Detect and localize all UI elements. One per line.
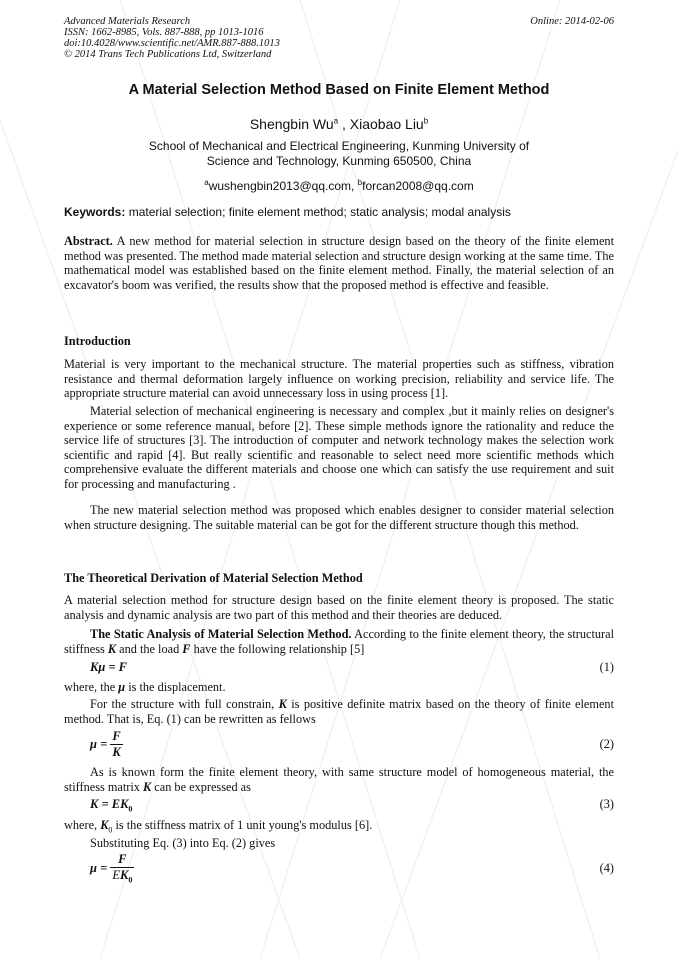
symbol-K: K: [107, 641, 117, 656]
eq2-denominator: K: [112, 745, 121, 759]
full-constrain-paragraph: [64, 697, 614, 726]
eq3-lhs: K = E: [90, 797, 121, 811]
substituting-line: Substituting Eq. (3) into Eq. (2) gives: [90, 836, 276, 850]
abstract: [64, 234, 614, 292]
equation-4-number: (4): [599, 861, 614, 875]
where3-sub: 0: [108, 825, 113, 835]
static-analysis-label: The Static Analysis of Material Selection Method.: [90, 627, 352, 641]
eq4-den-sub: 0: [128, 875, 133, 885]
issn: ISSN: 1662-8985, Vols. 887-888, pp 1013-1016: [64, 27, 264, 38]
eq4-denominator: [110, 868, 134, 885]
author-1-sup: a: [333, 116, 339, 126]
equation-1-number: (1): [599, 660, 614, 674]
abstract-label: Abstract.: [64, 234, 113, 248]
eq4-lhs: μ =: [90, 860, 108, 875]
eq4-den-K: K: [119, 868, 129, 882]
eq4-numerator: F: [110, 852, 134, 868]
emails: [0, 175, 678, 194]
symbol-K: K: [278, 697, 287, 711]
author-2-sup: b: [423, 116, 429, 126]
equation-1: Kμ = F: [90, 660, 127, 674]
eq3-K: K: [120, 797, 129, 811]
eq3-sub: 0: [128, 804, 133, 814]
author-line: [0, 116, 678, 132]
eq2-lhs: μ =: [90, 737, 108, 751]
email-b-sup: b: [357, 178, 363, 187]
symbol-F: F: [182, 641, 191, 656]
known-text-a: As is known form the finite element theory, with same structure model of homogeneous material, the stiffness matrix: [64, 765, 614, 794]
equation-2: [90, 729, 123, 760]
author-2: Xiaobao Liu: [349, 116, 424, 132]
introduction-heading: Introduction: [64, 334, 131, 348]
eq4-den-E: E: [112, 868, 120, 882]
abstract-text: A new method for material selection in structure design based on the theory of the finite element method was presented. The method made material selection and structure design working at the same time. The mathematical model was established based on the finite element method. Finally, the material selection of an excavator's boom was verified, the results show that the proposed method is effective and feasible.: [64, 234, 614, 292]
email-a: wushengbin2013@qq.com,: [208, 179, 358, 193]
keywords-label: Keywords:: [64, 205, 126, 219]
static-analysis-paragraph: [64, 627, 614, 656]
eq2-fraction: [110, 729, 122, 760]
full-text-a: For the structure with full constrain,: [90, 697, 279, 711]
symbol-K: K: [100, 818, 109, 832]
static-text-b: and the load: [116, 641, 183, 656]
where3-text-a: where,: [64, 818, 101, 832]
equation-3-number: (3): [599, 797, 614, 811]
author-separator: ,: [338, 116, 350, 132]
equation-4: [90, 852, 134, 885]
intro-paragraph-2: Material selection of mechanical engineering is necessary and complex ,but it mainly relies on designer's experience or some reference manual, before [2]. These simple methods ignore the rationality and reduce the service life of structures [3]. The introduction of computer and network technology makes the selection work scientific and rapid [4]. But really scientific and reasonable to select need more scientific methods which comprehensive evaluate the different materials and choose one which can satisfy the use requirement and suit for processing and manufacturing .: [64, 404, 614, 491]
known-text-b: can be expressed as: [151, 779, 251, 794]
copyright: © 2014 Trans Tech Publications Ltd, Switzerland: [64, 49, 272, 60]
doi: doi:10.4028/www.scientific.net/AMR.887-888.1013: [64, 38, 280, 49]
symbol-mu: μ: [118, 680, 126, 694]
static-text-a: According to the finite element theory, the structural stiffness: [64, 627, 614, 656]
author-1: Shengbin Wu: [249, 116, 334, 132]
online-date: Online: 2014-02-06: [530, 16, 614, 27]
journal-name: Advanced Materials Research: [64, 16, 191, 27]
keywords: [64, 205, 511, 219]
theory-heading: The Theoretical Derivation of Material Selection Method: [64, 571, 363, 585]
symbol-K: K: [143, 779, 152, 794]
equation-2-number: (2): [599, 737, 614, 751]
intro-paragraph-1: Material is very important to the mechanical structure. The material properties such as stiffness, vibration resistance and thermal deformation largely influence on working precision, reliability and service life. The appropriate structure material can avoid unnecessary loss in using process [1].: [64, 357, 614, 401]
where3-text-b: is the stiffness matrix of 1 unit young's modulus [6].: [112, 818, 373, 832]
affiliation-line-2: Science and Technology, Kunming 650500, China: [206, 154, 472, 168]
email-a-sup: a: [204, 178, 209, 187]
keywords-text: material selection; finite element method; static analysis; modal analysis: [125, 205, 511, 219]
paper-title: A Material Selection Method Based on Finite Element Method: [128, 82, 550, 98]
email-b: forcan2008@qq.com: [362, 179, 474, 193]
known-paragraph: [64, 765, 614, 794]
eq4-fraction: [110, 852, 134, 885]
static-text-c: have the following relationship [5]: [190, 641, 365, 656]
eq2-numerator: F: [112, 729, 121, 743]
where-displacement: [64, 680, 614, 695]
where1-text-b: is the displacement.: [125, 680, 226, 694]
intro-paragraph-3: The new material selection method was proposed which enables designer to consider material selection when structure designing. The suitable material can be got for the different structure though this method.: [64, 503, 614, 532]
affiliation-line-1: School of Mechanical and Electrical Engineering, Kunming University of: [148, 139, 530, 153]
full-text-b: is positive definite matrix based on the theory of finite element method. That is, Eq. (1) can be rewritten as fellows: [64, 697, 614, 726]
theory-paragraph-1: A material selection method for structure design based on the finite element theory is proposed. The static analysis and dynamic analysis are two part of this method and their theories are deduced.: [64, 593, 614, 622]
where1-text-a: where, the: [64, 680, 119, 694]
equation-3: [90, 797, 132, 814]
